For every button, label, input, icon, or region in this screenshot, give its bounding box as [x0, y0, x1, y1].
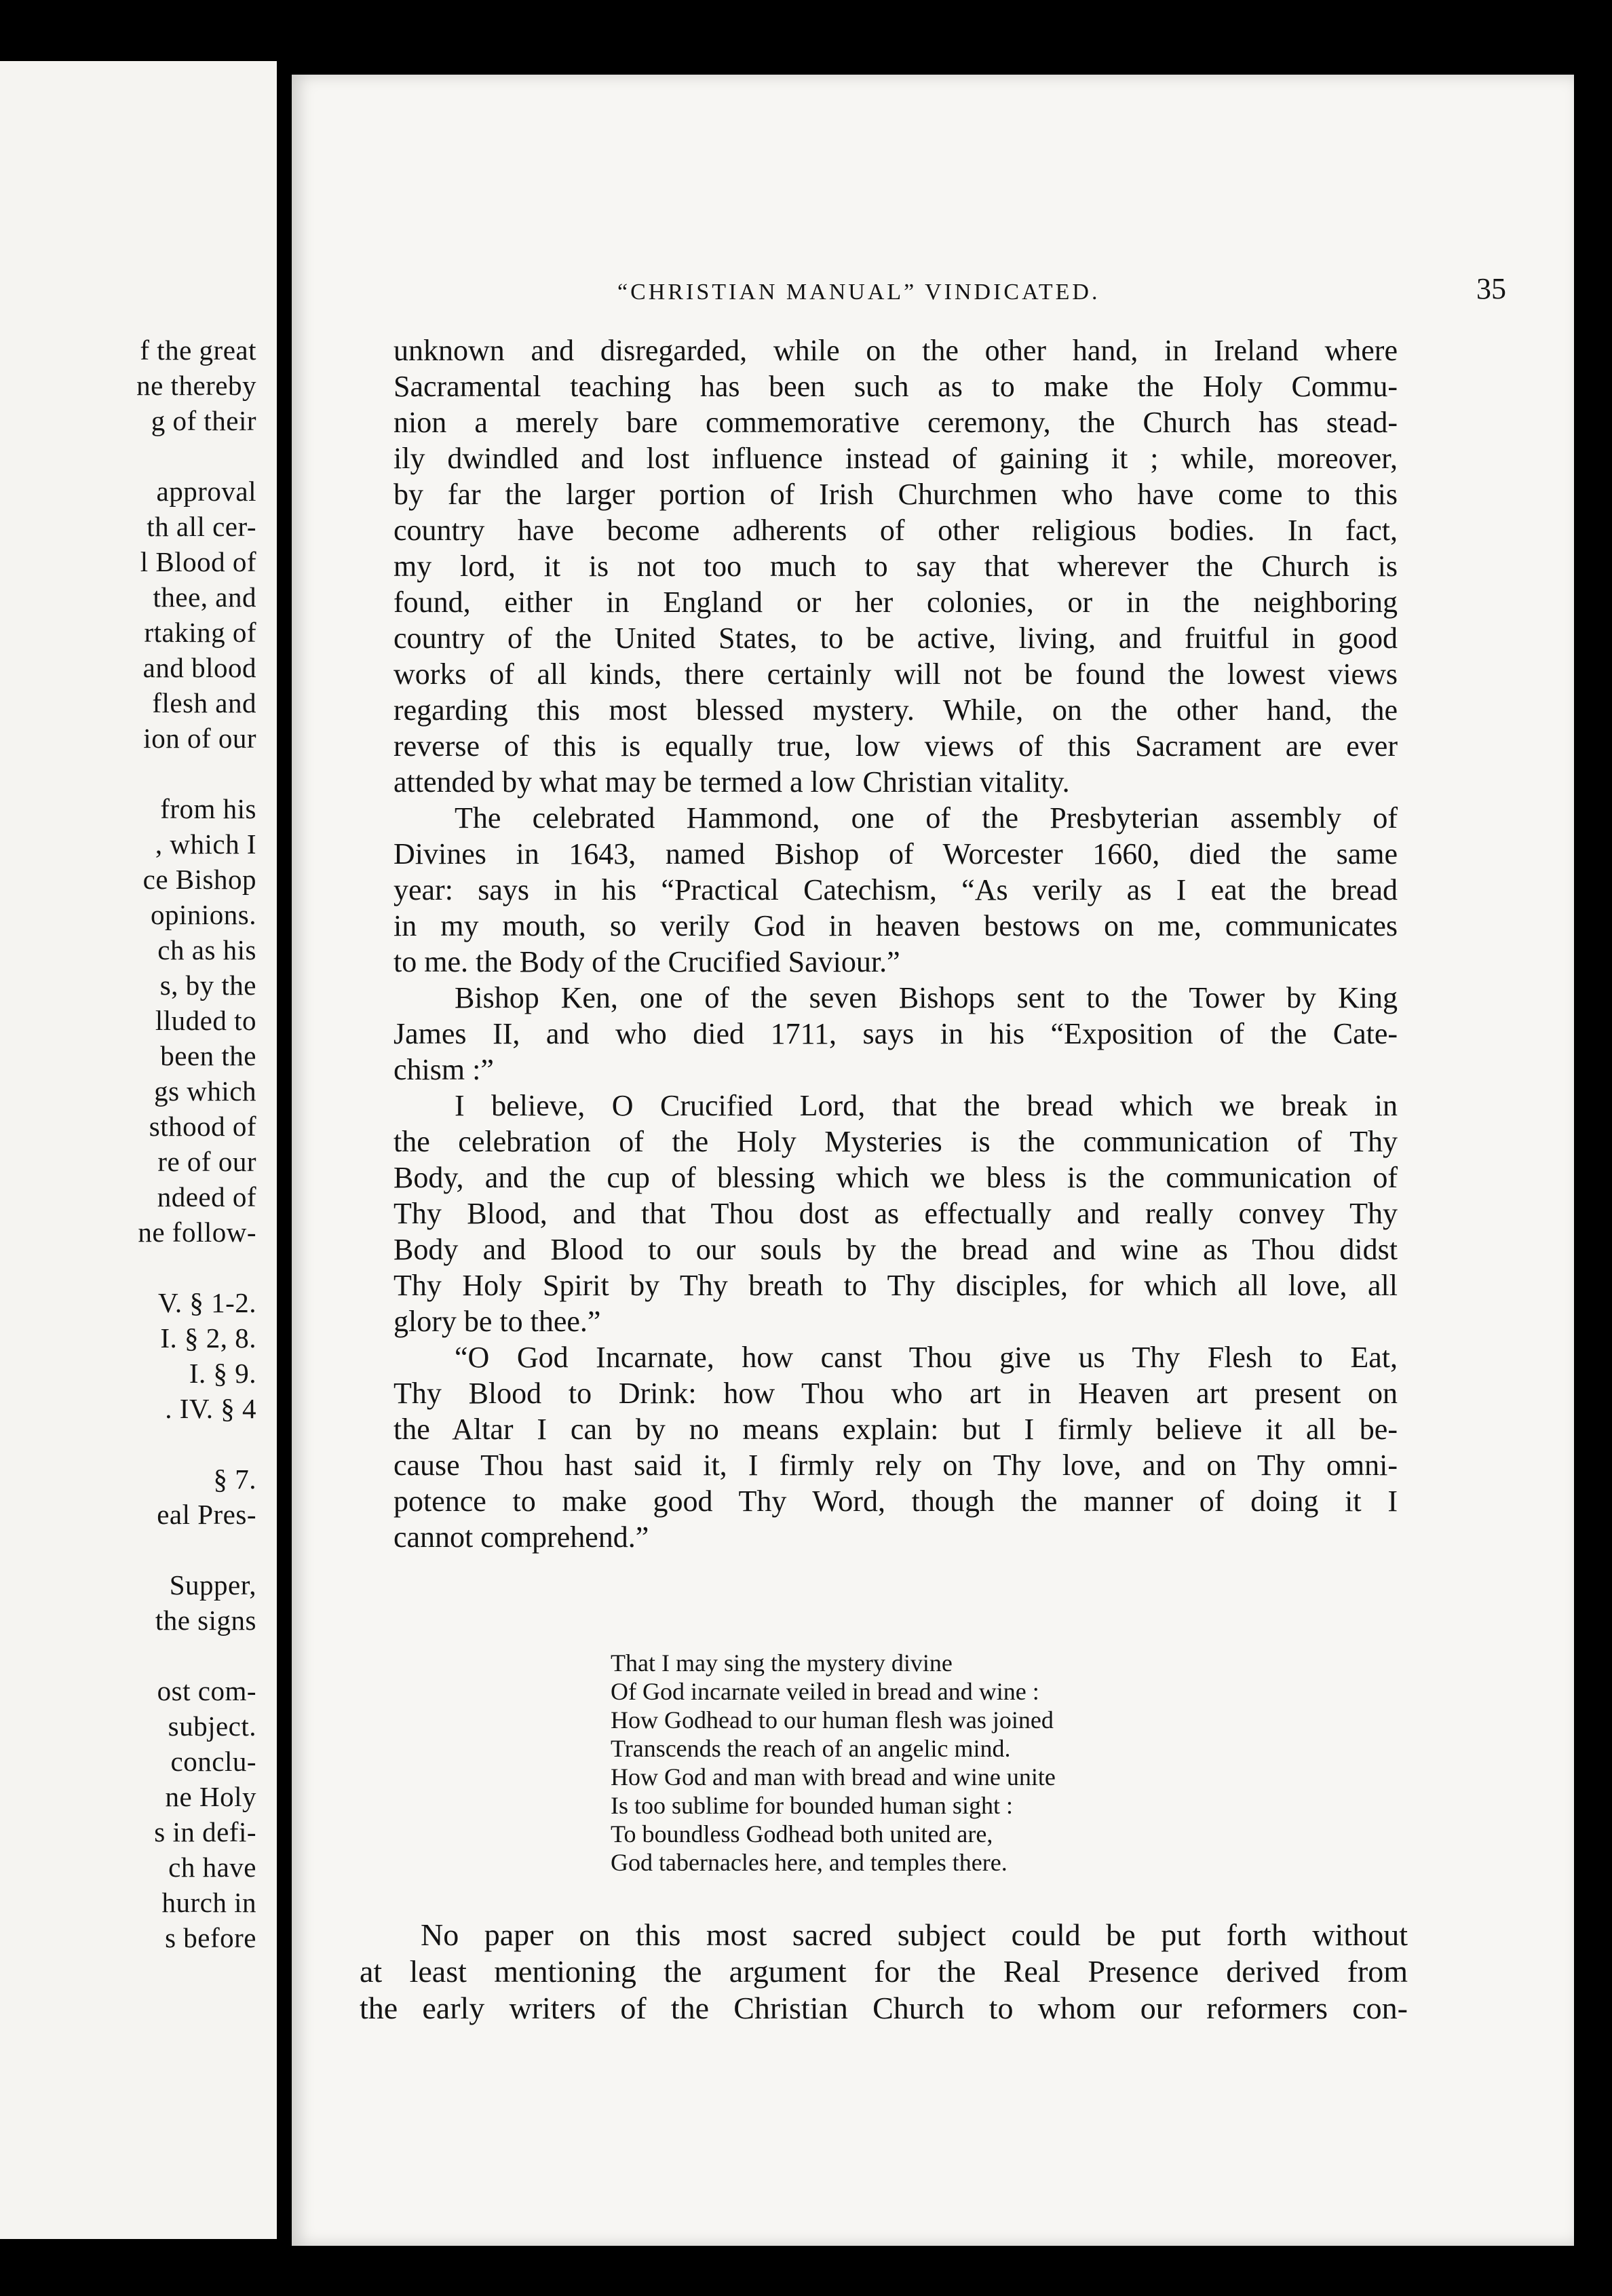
text-line: chism :”: [394, 1053, 494, 1086]
left-page-line: and blood: [142, 652, 256, 683]
left-page-line: , which I: [155, 828, 256, 860]
verse-line: How Godhead to our human flesh was joined: [611, 1706, 1054, 1734]
text-line: works of all kinds, there certainly will not be found the lowest views: [394, 657, 1398, 691]
left-page-line: l Blood of: [140, 546, 256, 577]
text-line: the Altar I can by no means explain: but I firmly believe it all be-: [394, 1413, 1398, 1446]
left-page-line: V. § 1-2.: [158, 1287, 256, 1318]
left-page-line: sthood of: [149, 1111, 256, 1142]
body-text: [394, 332, 1398, 1555]
left-page-line: lluded to: [155, 1005, 256, 1036]
left-page-line: ne thereby: [136, 370, 256, 401]
book-gutter: [277, 0, 292, 2296]
text-line: nion a merely bare commemorative ceremony, the Church has stead-: [394, 406, 1398, 439]
left-page-line: g of their: [151, 405, 256, 436]
text-line: Thy Blood, and that Thou dost as effectually and really convey Thy: [394, 1197, 1398, 1230]
left-page-line: thee, and: [153, 581, 256, 613]
verse-line: How God and man with bread and wine unite: [611, 1763, 1056, 1791]
left-page-line: hurch in: [161, 1887, 256, 1918]
left-page-line: ne Holy: [165, 1781, 256, 1812]
text-line: cause Thou hast said it, I firmly rely on Thy love, and on Thy omni-: [394, 1449, 1398, 1482]
verse-line: That I may sing the mystery divine: [611, 1649, 953, 1677]
left-page-line: eal Pres-: [157, 1499, 256, 1530]
page-number: 35: [1476, 272, 1506, 305]
left-page-line: ndeed of: [157, 1181, 256, 1212]
text-line: to me. the Body of the Crucified Saviour.”: [394, 945, 900, 978]
text-line: regarding this most blessed mystery. While, on the other hand, the: [394, 693, 1398, 727]
running-header: “CHRISTIAN MANUAL” VINDICATED.: [617, 280, 1100, 305]
text-line: attended by what may be termed a low Christian vitality.: [394, 765, 1070, 799]
text-line: The celebrated Hammond, one of the Presbyterian assembly of: [455, 801, 1398, 835]
text-line: at least mentioning the argument for the Real Presence derived from: [360, 1954, 1408, 1989]
text-line: potence to make good Thy Word, though the manner of doing it I: [394, 1485, 1398, 1518]
text-line: the celebration of the Holy Mysteries is the communication of Thy: [394, 1125, 1398, 1158]
text-line: Sacramental teaching has been such as to make the Holy Commu-: [394, 370, 1398, 403]
right-page: [292, 75, 1574, 2246]
left-page-line: approval: [156, 476, 256, 507]
left-page-line: flesh and: [152, 687, 256, 719]
left-page-line: re of our: [157, 1146, 256, 1177]
left-page-line: been the: [160, 1040, 256, 1071]
quote-god-incarnate: [394, 1339, 1398, 1555]
left-page-line: ch as his: [157, 934, 256, 965]
text-line: the early writers of the Christian Church to whom our reformers con-: [360, 1991, 1408, 2025]
text-line: unknown and disregarded, while on the other hand, in Ireland where: [394, 334, 1398, 367]
text-line: year: says in his “Practical Catechism, “As verily as I eat the bread: [394, 873, 1398, 906]
left-page-line: gs which: [154, 1075, 256, 1107]
paragraph-bishop-ken: [394, 980, 1398, 1088]
left-page-line: ne follow-: [138, 1217, 256, 1248]
quote-crucified-lord: [394, 1088, 1398, 1339]
left-page-line: subject.: [168, 1710, 256, 1742]
verse-line: Of God incarnate veiled in bread and wine :: [611, 1678, 1039, 1705]
left-page-line: rtaking of: [144, 617, 256, 648]
left-page-line: conclu-: [170, 1746, 256, 1777]
left-page-line: ion of our: [143, 723, 256, 754]
text-line: cannot comprehend.”: [394, 1520, 649, 1554]
text-line: reverse of this is equally true, low views of this Sacrament are ever: [394, 729, 1398, 763]
text-line: my lord, it is not too much to say that wherever the Church is: [394, 550, 1398, 583]
left-page-fragment: [0, 61, 277, 2239]
left-page-line: ost com-: [157, 1675, 256, 1706]
text-line: in my mouth, so verily God in heaven bestows on me, communicates: [394, 909, 1398, 942]
verse-stanza: [611, 1649, 1221, 1877]
left-page-line: § 7.: [213, 1463, 256, 1495]
text-line: I believe, O Crucified Lord, that the bread which we break in: [455, 1089, 1398, 1122]
left-page-line: s before: [165, 1922, 256, 1953]
left-page-line: s, by the: [159, 970, 256, 1001]
text-line: Body, and the cup of blessing which we bless is the communication of: [394, 1161, 1398, 1194]
verse-line: To boundless Godhead both united are,: [611, 1820, 993, 1848]
final-paragraph: [360, 1917, 1408, 2027]
left-page-line: I. § 2, 8.: [160, 1322, 256, 1354]
text-line: country have become adherents of other religious bodies. In fact,: [394, 514, 1398, 547]
text-line: “O God Incarnate, how canst Thou give us Thy Flesh to Eat,: [455, 1341, 1398, 1374]
text-line: ily dwindled and lost influence instead of gaining it ; while, moreover,: [394, 442, 1398, 475]
left-page-line: ce Bishop: [142, 864, 256, 895]
paragraph-1: [394, 332, 1398, 800]
text-line: Bishop Ken, one of the seven Bishops sent to the Tower by King: [455, 981, 1398, 1014]
left-page-line: ch have: [168, 1852, 256, 1883]
text-line: Body and Blood to our souls by the bread and wine as Thou didst: [394, 1233, 1398, 1266]
text-line: by far the larger portion of Irish Churchmen who have come to this: [394, 478, 1398, 511]
text-line: glory be to thee.”: [394, 1305, 601, 1338]
text-line: James II, and who died 1711, says in his “Exposition of the Cate-: [394, 1017, 1398, 1050]
left-page-line: the signs: [155, 1605, 256, 1636]
left-page-line: Supper,: [169, 1569, 256, 1601]
verse-line: Is too sublime for bounded human sight :: [611, 1792, 1013, 1819]
left-page-line: f the great: [140, 334, 256, 366]
left-page-line: I. § 9.: [189, 1358, 256, 1389]
text-line: Thy Blood to Drink: how Thou who art in Heaven art present on: [394, 1377, 1398, 1410]
left-page-line: from his: [160, 793, 256, 824]
left-page-line: s in defi-: [154, 1816, 256, 1848]
text-line: Divines in 1643, named Bishop of Worcester 1660, died the same: [394, 837, 1398, 870]
text-line: Thy Holy Spirit by Thy breath to Thy disciples, for which all love, all: [394, 1269, 1398, 1302]
verse-line: Transcends the reach of an angelic mind.: [611, 1735, 1011, 1762]
text-line: country of the United States, to be active, living, and fruitful in good: [394, 621, 1398, 655]
left-page-line: . IV. § 4: [165, 1393, 256, 1424]
text-line: No paper on this most sacred subject could be put forth without: [421, 1917, 1408, 1952]
paragraph-hammond: [394, 800, 1398, 980]
left-page-line: opinions.: [151, 899, 256, 930]
left-page-line: th all cer-: [147, 511, 256, 542]
text-line: found, either in England or her colonies, or in the neighboring: [394, 586, 1398, 619]
verse-line: God tabernacles here, and temples there.: [611, 1849, 1008, 1876]
